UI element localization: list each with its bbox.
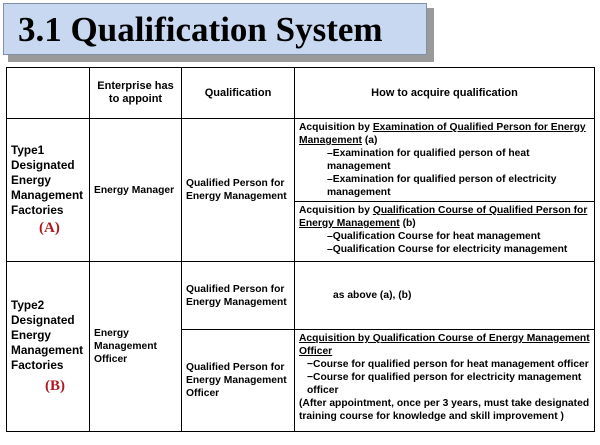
header-row [7,68,595,119]
type1-appointee: Energy Manager [90,119,182,262]
method-2-note: (After appointment, once per 3 years, must take designated training course for knowledge and skill improvement ) [299,398,590,422]
method-a-prefix: Acquisition by [299,122,373,133]
method-b-heading [299,204,590,230]
header-how-to-acquire: How to acquire qualification [295,68,595,119]
method-a-heading [299,121,590,147]
method-2-heading: Acquisition by Qualification Course of Energy Management Officer [299,333,590,357]
method-b-suffix: (b) [399,218,416,229]
type2-qualification-1: Qualified Person for Energy Management [182,262,295,330]
header-appoint: Enterprise has to appoint [90,68,182,119]
method-2-item-1: −Course for qualified person for heat management officer [307,359,589,370]
type1-code: (A) [39,220,60,236]
type2-method-1-text: as above (a), (b) [333,290,412,301]
type2-cell [7,262,90,432]
method-b-prefix: Acquisition by [299,205,373,216]
type2-code: (B) [45,378,65,394]
type1-row-a [7,119,595,202]
method-a-item-1: –Examination for qualified person of heat management [327,148,530,172]
method-b-item-2: –Qualification Course for electricity management [327,244,568,255]
type1-cell [7,119,90,262]
type2-row-1 [7,262,595,330]
type2-method-1 [295,262,595,330]
type1-label: Type1 Designated Energy Management Factories [11,143,84,217]
type2-method-2 [295,330,595,432]
method-a-suffix: (a) [361,135,378,146]
method-a-link: Examination of Qualified Person for Energy Management [299,122,586,146]
qualification-table [6,67,595,432]
method-b-item-1: –Qualification Course for heat management [327,231,541,242]
method-2-item-2: −Course for qualified person for electricity management officer [307,372,582,396]
method-b-link: Qualification Course of Qualified Person for Energy Management [299,205,588,229]
type2-label: Type2 Designated Energy Management Factories [11,298,84,372]
type1-qualification: Qualified Person for Energy Management [182,119,295,262]
title-box [3,3,427,55]
header-qualification: Qualification [182,68,295,119]
header-empty [7,68,90,119]
page-title: 3.1 Qualification System [18,10,383,49]
type1-method-b [295,202,595,262]
type1-method-a [295,119,595,202]
type2-qualification-2: Qualified Person for Energy Management Officer [182,330,295,432]
type2-appointee: Energy Management Officer [90,262,182,432]
method-a-item-2: –Examination for qualified person of electricity management [327,174,557,198]
